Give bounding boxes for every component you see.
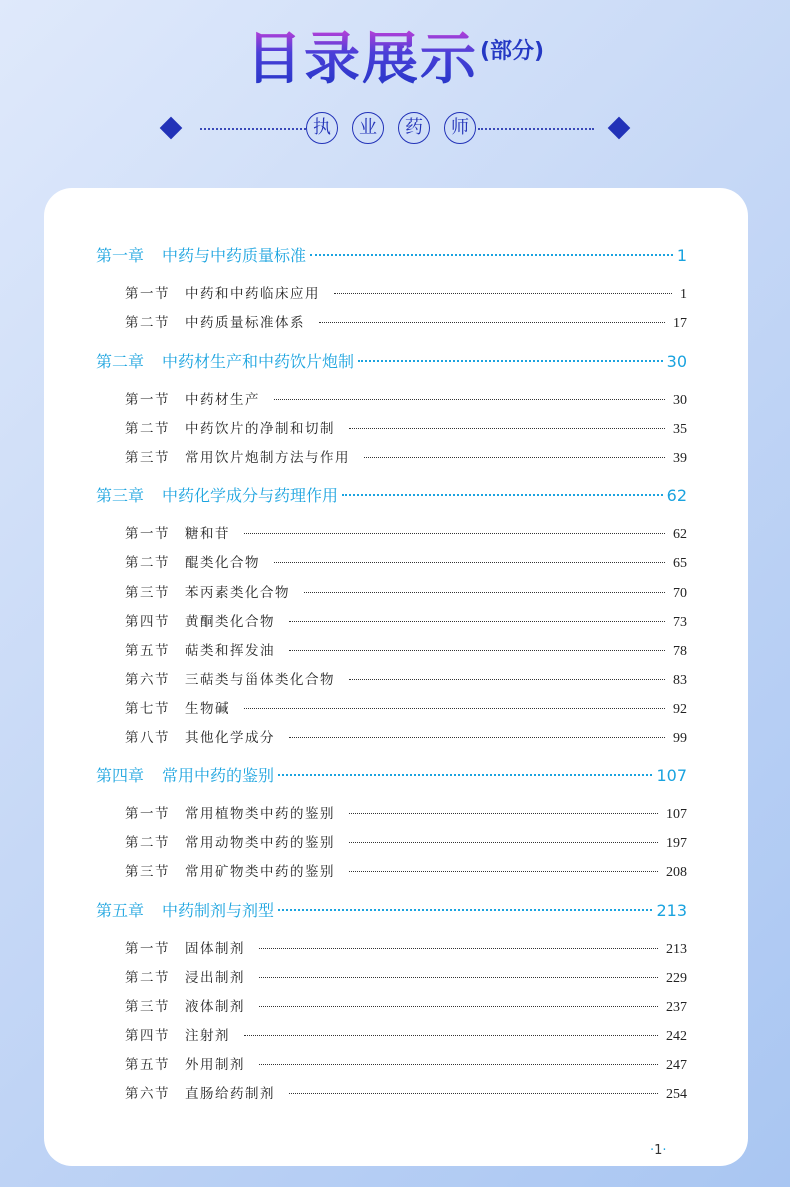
section-page: 99 [673,731,687,746]
leader-dots [349,428,665,429]
section-label: 第八节 [125,730,170,746]
page-title: 目录展示 [246,24,478,96]
leader-dots [349,842,658,843]
section-page: 35 [673,422,687,437]
leader-dots [289,650,665,651]
diamond-icon [160,117,183,140]
section-entry[interactable] [125,610,687,630]
chapter-label: 第四章 [96,766,145,785]
leader-dots [274,399,665,400]
section-page: 247 [666,1058,687,1073]
section-title: 液体制剂 [185,999,245,1015]
leader-dots [364,457,665,458]
section-label: 第三节 [125,585,170,601]
page-number: ·1· [650,1143,667,1158]
section-page: 39 [673,451,687,466]
chapter-entry[interactable] [96,349,687,373]
section-label: 第六节 [125,672,170,688]
leader-dots [310,254,673,256]
section-entry[interactable] [125,311,687,331]
section-title: 萜类和挥发油 [185,643,275,659]
section-page: 65 [673,556,687,571]
section-entry[interactable] [125,581,687,601]
section-title: 黄酮类化合物 [185,614,275,630]
section-page: 197 [666,836,687,851]
section-entry[interactable] [125,522,687,542]
leader-dots [244,533,665,534]
leader-dots [289,1093,658,1094]
section-page: 254 [666,1087,687,1102]
section-title: 常用饮片炮制方法与作用 [185,450,350,466]
diamond-icon [608,117,631,140]
section-label: 第一节 [125,392,170,408]
leader-dots [349,679,665,680]
chapter-page: 213 [656,901,687,920]
chapter-label: 第一章 [96,246,145,265]
chapter-entry[interactable] [96,243,687,267]
leader-dots [259,948,658,949]
section-page: 30 [673,393,687,408]
section-entry[interactable] [125,1082,687,1102]
section-entry[interactable] [125,551,687,571]
section-title: 直肠给药制剂 [185,1086,275,1102]
section-title: 常用矿物类中药的鉴别 [185,864,335,880]
section-title: 生物碱 [185,701,230,717]
leader-dots [278,909,652,911]
chapter-title: 中药材生产和中药饮片炮制 [162,352,355,371]
leader-dots [259,1064,658,1065]
divider [478,128,594,130]
section-entry[interactable] [125,831,687,851]
section-title: 固体制剂 [185,941,245,957]
chapter-entry[interactable] [96,898,687,922]
section-entry[interactable] [125,860,687,880]
subtitle-char: 业 [352,112,384,144]
chapter-title: 常用中药的鉴别 [162,766,275,785]
page-title-suffix: (部分) [479,39,545,64]
section-entry[interactable] [125,417,687,437]
chapter-page: 62 [666,486,687,505]
leader-dots [244,1035,658,1036]
leader-dots [304,592,665,593]
chapter-label: 第二章 [96,352,145,371]
section-label: 第二节 [125,970,170,986]
section-entry[interactable] [125,282,687,302]
leader-dots [244,708,665,709]
leader-dots [289,621,665,622]
section-page: 107 [666,807,687,822]
section-page: 83 [673,673,687,688]
section-entry[interactable] [125,995,687,1015]
section-page: 237 [666,1000,687,1015]
section-label: 第三节 [125,864,170,880]
section-label: 第二节 [125,555,170,571]
chapter-title: 中药制剂与剂型 [162,901,275,920]
section-page: 1 [680,287,687,302]
section-title: 中药和中药临床应用 [185,286,320,302]
section-title: 三萜类与甾体类化合物 [185,672,335,688]
section-entry[interactable] [125,802,687,822]
section-title: 中药饮片的净制和切制 [185,421,335,437]
section-entry[interactable] [125,668,687,688]
section-entry[interactable] [125,1024,687,1044]
section-entry[interactable] [125,937,687,957]
subtitle-circles [306,112,478,146]
section-label: 第一节 [125,286,170,302]
section-label: 第一节 [125,941,170,957]
section-label: 第三节 [125,999,170,1015]
section-page: 208 [666,865,687,880]
section-label: 第二节 [125,315,170,331]
section-label: 第六节 [125,1086,170,1102]
leader-dots [259,1006,658,1007]
chapter-page: 107 [656,766,687,785]
section-page: 229 [666,971,687,986]
section-label: 第一节 [125,806,170,822]
subtitle-char: 师 [444,112,476,144]
leader-dots [278,774,652,776]
section-entry[interactable] [125,966,687,986]
section-title: 注射剂 [185,1028,230,1044]
section-entry[interactable] [125,1053,687,1073]
section-title: 中药质量标准体系 [185,315,305,331]
chapter-page: 30 [666,352,687,371]
section-page: 62 [673,527,687,542]
leader-dots [289,737,665,738]
subtitle-row [0,112,790,146]
leader-dots [259,977,658,978]
divider [200,128,306,130]
chapter-label: 第五章 [96,901,145,920]
section-entry[interactable] [125,726,687,746]
chapter-page: 1 [676,246,687,265]
section-page: 78 [673,644,687,659]
section-title: 外用制剂 [185,1057,245,1073]
chapter-entry[interactable] [96,763,687,787]
section-label: 第五节 [125,643,170,659]
chapter-label: 第三章 [96,486,145,505]
section-entry[interactable] [125,388,687,408]
section-title: 常用植物类中药的鉴别 [185,806,335,822]
section-title: 苯丙素类化合物 [185,585,290,601]
leader-dots [334,293,672,294]
section-page: 213 [666,942,687,957]
section-title: 浸出制剂 [185,970,245,986]
section-label: 第二节 [125,835,170,851]
section-label: 第四节 [125,614,170,630]
subtitle-char: 执 [306,112,338,144]
chapter-entry[interactable] [96,483,687,507]
section-page: 92 [673,702,687,717]
section-label: 第三节 [125,450,170,466]
leader-dots [349,871,658,872]
section-label: 第四节 [125,1028,170,1044]
section-title: 常用动物类中药的鉴别 [185,835,335,851]
leader-dots [349,813,658,814]
section-title: 其他化学成分 [185,730,275,746]
section-label: 第二节 [125,421,170,437]
section-label: 第五节 [125,1057,170,1073]
section-title: 糖和苷 [185,526,230,542]
chapter-title: 中药化学成分与药理作用 [162,486,339,505]
section-page: 73 [673,615,687,630]
leader-dots [342,494,663,496]
section-entry[interactable] [125,446,687,466]
leader-dots [358,360,663,362]
section-label: 第一节 [125,526,170,542]
subtitle-char: 药 [398,112,430,144]
section-entry[interactable] [125,697,687,717]
section-label: 第七节 [125,701,170,717]
section-page: 70 [673,586,687,601]
section-page: 242 [666,1029,687,1044]
section-entry[interactable] [125,639,687,659]
chapter-title: 中药与中药质量标准 [162,246,307,265]
leader-dots [319,322,665,323]
section-title: 中药材生产 [185,392,260,408]
title-block [0,24,790,104]
leader-dots [274,562,665,563]
section-title: 醌类化合物 [185,555,260,571]
page-number-value: 1 [654,1143,663,1158]
section-page: 17 [673,316,687,331]
